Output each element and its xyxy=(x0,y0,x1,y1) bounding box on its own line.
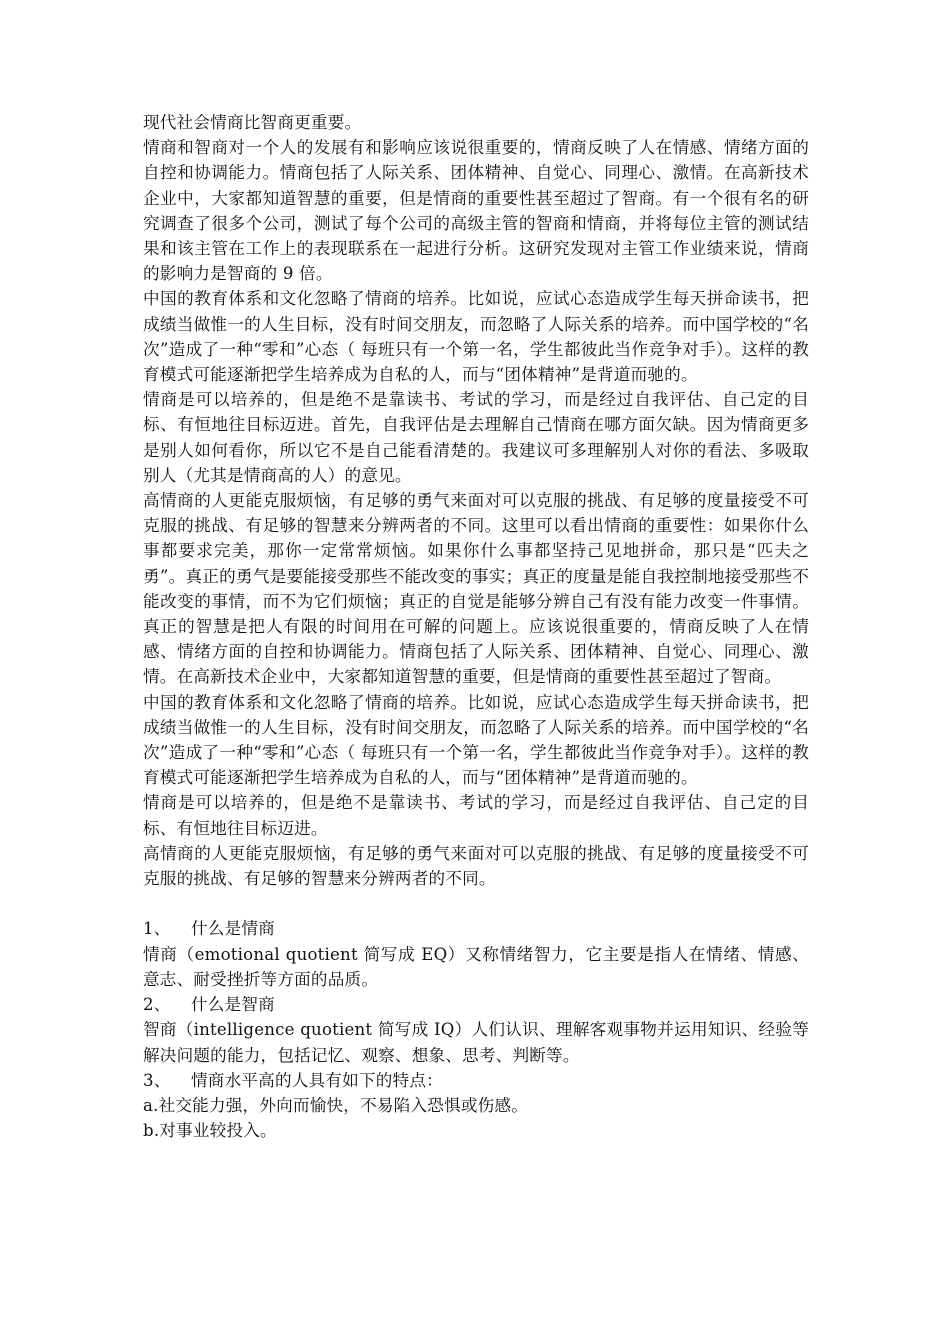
section-heading-text: 什么是情商 xyxy=(191,919,275,939)
section-heading xyxy=(143,992,809,1017)
document-page xyxy=(143,110,809,1143)
paragraph: 情商和智商对一个人的发展有和影响应该说很重要的，情商反映了人在情感、情绪方面的自控和协调能力。情商包括了人际关系、团体精神、自觉心、同理心、激情。在高新技术企业中，大家都知道智慧的重要，但是情商的重要性甚至超过了智商。有一个很有名的研究调查了很多个公司，测试了每个公司的高级主管的智商和情商，并将每位主管的测试结果和该主管在工作上的表现联系在一起进行分析。这研究发现对主管工作业绩来说，情商的影响力是智商的 9 倍。 xyxy=(143,138,809,284)
paragraph: 中国的教育体系和文化忽略了情商的培养。比如说，应试心态造成学生每天拼命读书，把成绩当做惟一的人生目标，没有时间交朋友，而忽略了人际关系的培养。而中国学校的“名次”造成了一种“零和”心态（ 每班只有一个第一名，学生都彼此当作竞争对手）。这样的教育模式可能逐渐把学生培养成为自私的人，而与“团体精神”是背道而驰的。 xyxy=(143,692,809,788)
section-body: 情商（emotional quotient 简写成 EQ）又称情绪智力，它主要是指人在情绪、情感、意志、耐受挫折等方面的品质。 xyxy=(143,944,809,989)
list-item: a.社交能力强，外向而愉快，不易陷入恐惧或伤感。 xyxy=(143,1095,529,1115)
paragraph: 高情商的人更能克服烦恼，有足够的勇气来面对可以克服的挑战、有足够的度量接受不可克服的挑战、有足够的智慧来分辨两者的不同。这里可以看出情商的重要性：如果你什么事都要求完美，那你一定常常烦恼。如果你什么事都坚持己见地拼命，那只是“匹夫之勇”。真正的勇气是要能接受那些不能改变的事实；真正的度量是能自我控制地接受那些不能改变的事情，而不为它们烦恼；真正的自觉是能够分辨自己有没有能力改变一件事情。真正的智慧是把人有限的时间用在可解的问题上。应该说很重要的，情商反映了人在情感、情绪方面的自控和协调能力。情商包括了人际关系、团体精神、自觉心、同理心、激情。在高新技术企业中，大家都知道智慧的重要，但是情商的重要性甚至超过了智商。 xyxy=(143,491,809,687)
paragraph: 情商是可以培养的，但是绝不是靠读书、考试的学习，而是经过自我评估、自己定的目标、有恒地往目标迈进。首先，自我评估是去理解自己情商在哪方面欠缺。因为情商更多是别人如何看你，所以它不是自己能看清楚的。我建议可多理解别人对你的看法、多吸取别人（尤其是情商高的人）的意见。 xyxy=(143,390,809,485)
section-heading xyxy=(143,916,809,941)
blank-line xyxy=(143,891,809,916)
paragraph: 中国的教育体系和文化忽略了情商的培养。比如说，应试心态造成学生每天拼命读书，把成绩当做惟一的人生目标，没有时间交朋友，而忽略了人际关系的培养。而中国学校的“名次”造成了一种“零和”心态（ 每班只有一个第一名，学生都彼此当作竞争对手）。这样的教育模式可能逐渐把学生培养成为自私的人，而与“团体精神”是背道而驰的。 xyxy=(143,289,809,385)
section-body: 智商（intelligence quotient 简写成 IQ）人们认识、理解客观事物并运用知识、经验等解决问题的能力，包括记忆、观察、想象、思考、判断等。 xyxy=(143,1020,809,1065)
section-heading-text: 什么是智商 xyxy=(191,995,275,1015)
section-number: 3、 xyxy=(143,1070,171,1090)
section-number: 2、 xyxy=(143,995,171,1015)
document-title: 现代社会情商比智商更重要。 xyxy=(143,113,362,132)
section-heading xyxy=(143,1068,809,1093)
section-number: 1、 xyxy=(143,919,171,939)
list-item: b.对事业较投入。 xyxy=(143,1121,277,1141)
paragraph: 情商是可以培养的，但是绝不是靠读书、考试的学习，而是经过自我评估、自己定的目标、有恒地往目标迈进。 xyxy=(143,793,809,838)
section-heading-text: 情商水平高的人具有如下的特点： xyxy=(191,1070,443,1090)
paragraph: 高情商的人更能克服烦恼，有足够的勇气来面对可以克服的挑战、有足够的度量接受不可克服的挑战、有足够的智慧来分辨两者的不同。 xyxy=(143,843,809,889)
